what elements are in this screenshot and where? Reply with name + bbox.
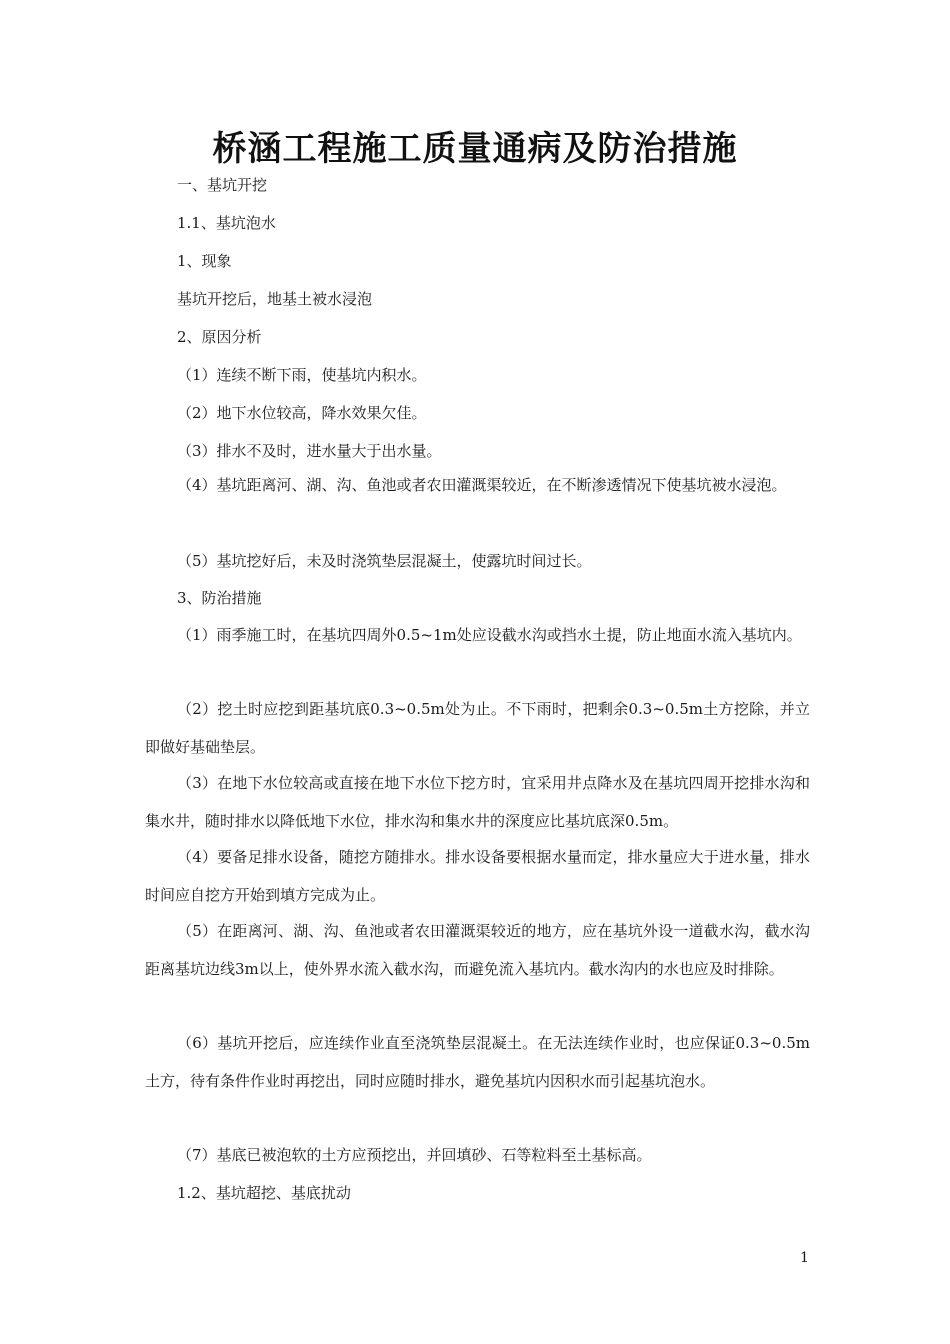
- section-heading: 一、基坑开挖: [177, 176, 268, 194]
- list-item: （2）挖土时应挖到距基坑底0.3~0.5m处为止。不下雨时，把剩余0.3~0.5m土方挖除，并立即做好基础垫层。: [145, 700, 810, 756]
- list-item: （7）基底已被泡软的土方应预挖出，并回填砂、石等粒料至土基标高。: [177, 1146, 652, 1164]
- subsection-heading: 1.2、基坑超挖、基底扰动: [177, 1184, 351, 1202]
- page-number: 1: [800, 1250, 809, 1266]
- document-title: 桥涵工程施工质量通病及防治措施: [212, 128, 738, 169]
- list-item: （1）雨季施工时，在基坑四周外0.5~1m处应设截水沟或挡水土提，防止地面水流入基坑内。: [177, 626, 802, 644]
- list-item: （5）基坑挖好后，未及时浇筑垫层混凝土，使露坑时间过长。: [177, 552, 592, 570]
- list-item: （3）排水不及时，进水量大于出水量。: [177, 442, 442, 460]
- list-item: （4）基坑距离河、湖、沟、鱼池或者农田灌溉渠较近，在不断渗透情况下使基坑被水浸泡。: [177, 476, 787, 494]
- item-heading: 1、现象: [177, 252, 232, 270]
- list-item: （1）连续不断下雨，使基坑内积水。: [177, 366, 427, 384]
- list-item: （6）基坑开挖后，应连续作业直至浇筑垫层混凝土。在无法连续作业时，也应保证0.3~0.5m土方，待有条件作业时再挖出，同时应随时排水，避免基坑内因积水而引起基坑泡水。: [145, 1034, 810, 1090]
- list-item: （3）在地下水位较高或直接在地下水位下挖方时，宜采用井点降水及在基坑四周开挖排水沟和集水井，随时排水以降低地下水位，排水沟和集水井的深度应比基坑底深0.5m。: [145, 774, 810, 830]
- item-heading: 2、原因分析: [177, 328, 262, 346]
- list-item: （2）地下水位较高，降水效果欠佳。: [177, 404, 427, 422]
- list-item: （5）在距离河、湖、沟、鱼池或者农田灌溉渠较近的地方，应在基坑外设一道截水沟，截水沟距离基坑边线3m以上，使外界水流入截水沟，而避免流入基坑内。截水沟内的水也应及时排除。: [145, 922, 810, 978]
- list-item: （4）要备足排水设备，随挖方随排水。排水设备要根据水量而定，排水量应大于进水量，排水时间应自挖方开始到填方完成为止。: [145, 848, 810, 904]
- subsection-heading: 1.1、基坑泡水: [177, 214, 276, 232]
- item-heading: 3、防治措施: [177, 589, 262, 607]
- paragraph: 基坑开挖后，地基土被水浸泡: [177, 290, 373, 308]
